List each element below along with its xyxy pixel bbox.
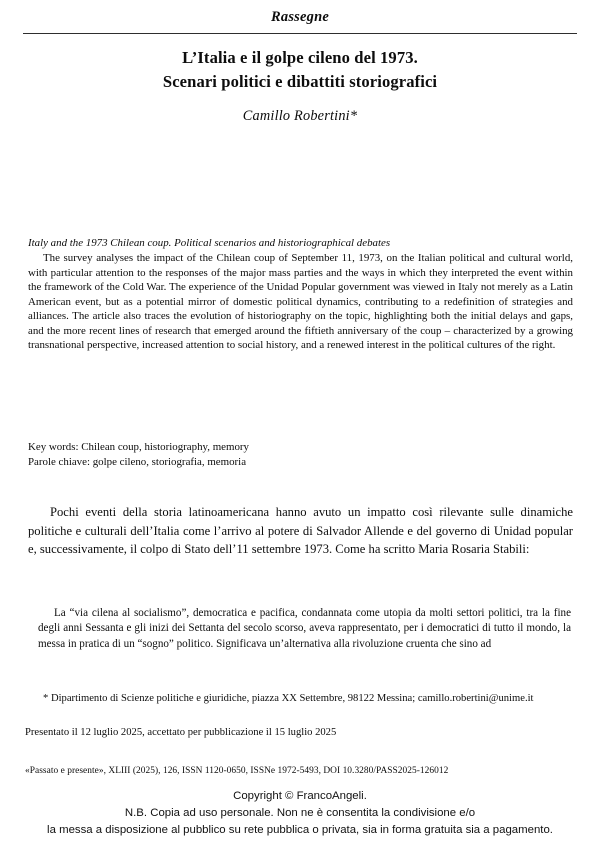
author-name: Camillo Robertini* (242, 108, 358, 124)
rubric-label: Rassegne (271, 9, 329, 25)
copyright-line-2: N.B. Copia ad uso personale. Non ne è consentita la condivisione e/o (124, 806, 476, 819)
abstract-block (28, 236, 573, 353)
copyright-line-1: Copyright © FrancoAngeli. (233, 790, 367, 802)
abstract-text: The survey analyses the impact of the Chilean coup of September 11, 1973, on the Italian political and cultural world, with particular attention to the responses of the major mass parties and the ways in which they interpreted the event within the framework of the Cold War. The experience of the Unidad Popular government was viewed in Italy not merely as a Latin American event, but as a potential mirror of domestic political dynamics, contributing to a redefinition of strategies and alliances. The article also traces the evolution of historiography on the topic, highlighting both the initial delays and gaps, and the more recent lines of research that emerged around the fiftieth anniversary of the coup – characterized by a growing transnational perspective, increased attention to social history, and a renewed interest in the political cultures of the right. (28, 252, 573, 352)
block-quotation: La “via cilena al socialismo”, democratica e pacifica, condannata come utopia da molti settori politici, tra la fine degli anni Sessanta e gli inizi dei Settanta del secolo scorso, aveva rappresentato, per i democratici di tutto il mondo, la messa in pratica di un “sogno” politico. Significava un’alternativa alla rivoluzione cruenta che sino ad (38, 607, 571, 650)
keywords-english: Key words: Chilean coup, historiography, memory (28, 441, 249, 453)
body-paragraph-1: Pochi eventi della storia latinoamericana hanno avuto un impatto così rilevante sulle dinamiche politiche e culturali dell’Italia come l’arrivo al potere di Salvador Allende e del governo di Unidad popular e, successivamente, il colpo di Stato dell’11 settembre 1973. Come ha scritto Maria Rosaria Stabili: (28, 505, 573, 556)
keywords-italian: Parole chiave: golpe cileno, storiografia, memoria (28, 456, 247, 469)
keywords-block (28, 440, 573, 470)
footnote-email: camillo.robertini@unime.it (417, 693, 534, 704)
title-line-2: Scenari politici e dibattiti storiografici (162, 71, 438, 91)
page-title (40, 46, 560, 93)
submission-dates: Presentato il 12 luglio 2025, accettato per pubblicazione il 15 luglio 2025 (25, 727, 337, 738)
copyright-notice (0, 788, 600, 838)
copyright-line-3: la messa a disposizione al pubblico su rete pubblica o privata, sia in forma gratuita sia a pagamento. (47, 823, 553, 836)
footnote-affiliation (25, 692, 573, 707)
header-divider (23, 33, 577, 34)
abstract-english-title: Italy and the 1973 Chilean coup. Political scenarios and historiographical debates (28, 237, 391, 249)
journal-citation: «Passato e presente», XLIII (2025), 126, ISSN 1120-0650, ISSNe 1972-5493, DOI 10.3280/PASS2025-126012 (25, 766, 449, 776)
section-rubric (23, 8, 577, 26)
title-line-1: L’Italia e il golpe cileno del 1973. (182, 48, 418, 67)
footnote-affiliation-text: * Dipartimento di Scienze politiche e giuridiche, piazza XX Settembre, 98122 Messina; (43, 693, 416, 704)
